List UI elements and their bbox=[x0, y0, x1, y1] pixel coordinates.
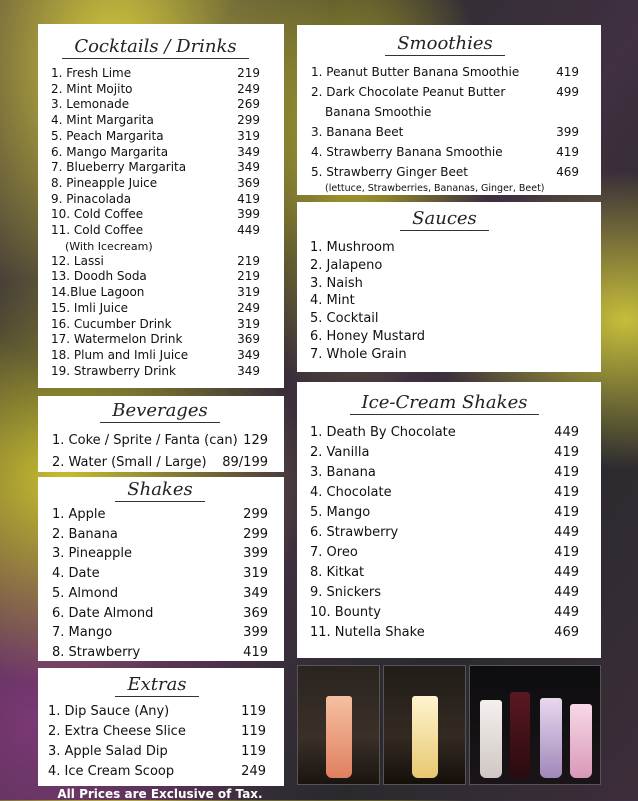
menu-item-name: 6. Honey Mustard bbox=[310, 328, 425, 344]
beverages-heading: Beverages bbox=[52, 400, 268, 423]
menu-item-row bbox=[310, 346, 579, 364]
menu-item-price: 319 bbox=[237, 316, 260, 331]
menu-item-row bbox=[52, 544, 268, 564]
menu-item-name: 9. Pinacolada bbox=[51, 191, 132, 206]
menu-item-name: 4. Chocolate bbox=[310, 485, 392, 500]
menu-item-price: 219 bbox=[237, 66, 260, 80]
menu-item-price: 299 bbox=[237, 113, 260, 128]
menu-item-name: 5. Strawberry Ginger Beet bbox=[311, 165, 468, 179]
icecream-shakes-panel bbox=[297, 382, 601, 658]
menu-item-row bbox=[310, 423, 579, 443]
menu-item-name: 8. Pineapple Juice bbox=[51, 175, 158, 190]
menu-item-price: 399 bbox=[243, 625, 268, 641]
menu-item-name: 4. Mint Margarita bbox=[51, 113, 154, 128]
menu-item-price: 89/199 bbox=[222, 455, 268, 470]
extras-list bbox=[48, 702, 266, 782]
menu-item-row bbox=[310, 275, 579, 293]
menu-item-name: 1. Fresh Lime bbox=[51, 66, 132, 80]
menu-item-price: 349 bbox=[237, 347, 260, 362]
menu-item-name: 2. Jalapeno bbox=[310, 257, 383, 273]
menu-item-name: 4. Date bbox=[52, 566, 100, 582]
menu-item-row bbox=[311, 62, 579, 82]
menu-item-name: 2. Water (Small / Large) bbox=[52, 455, 207, 470]
menu-item-row bbox=[52, 623, 268, 643]
menu-item-price: 399 bbox=[237, 207, 260, 222]
menu-item-price: 419 bbox=[237, 191, 260, 206]
menu-item-row bbox=[51, 348, 260, 364]
menu-item-row bbox=[51, 207, 260, 223]
shakes-list bbox=[52, 505, 268, 663]
menu-item-price: 349 bbox=[237, 144, 260, 159]
cocktails-panel bbox=[38, 24, 284, 388]
shakes-heading: Shakes bbox=[52, 479, 268, 502]
beverages-list bbox=[52, 430, 268, 474]
menu-item-row bbox=[310, 292, 579, 310]
menu-item-name: 6. Strawberry bbox=[310, 525, 399, 540]
smoothies-list bbox=[311, 62, 579, 195]
menu-item-row bbox=[51, 269, 260, 285]
menu-item-row bbox=[51, 113, 260, 129]
menu-item-price: 299 bbox=[243, 507, 268, 522]
menu-item-name: 2. Extra Cheese Slice bbox=[48, 724, 186, 739]
menu-item-price: 349 bbox=[237, 363, 260, 378]
menu-item-name: 5. Cocktail bbox=[310, 311, 379, 327]
menu-item-name: 7. Blueberry Margarita bbox=[51, 160, 187, 175]
menu-item-price: 369 bbox=[237, 332, 260, 347]
menu-item-name: 5. Mango bbox=[310, 505, 371, 520]
menu-item-row bbox=[310, 503, 579, 523]
menu-item-name: 4. Strawberry Banana Smoothie bbox=[311, 145, 503, 159]
menu-item-row bbox=[48, 722, 266, 742]
menu-item-row bbox=[48, 762, 266, 782]
shakes-panel bbox=[38, 477, 284, 661]
menu-item-row bbox=[310, 483, 579, 503]
menu-item-name: 8. Strawberry bbox=[52, 644, 141, 660]
menu-item-row bbox=[52, 430, 268, 452]
tax-footer-note: All Prices are Exclusive of Tax. bbox=[57, 787, 263, 801]
menu-item-row bbox=[51, 160, 260, 176]
shake-photo-icon bbox=[297, 665, 380, 785]
menu-item-price: 249 bbox=[237, 81, 260, 96]
menu-item-row bbox=[51, 176, 260, 192]
menu-item-row bbox=[51, 285, 260, 301]
menu-item-row bbox=[310, 310, 579, 328]
menu-item-row bbox=[51, 145, 260, 161]
menu-item-name: 1. Peanut Butter Banana Smoothie bbox=[311, 65, 520, 79]
menu-item-price: 369 bbox=[243, 605, 268, 621]
menu-item-row bbox=[51, 332, 260, 348]
menu-item-price: 449 bbox=[554, 585, 579, 600]
menu-item-name: 1. Apple bbox=[52, 507, 106, 522]
shake-photo-icon bbox=[383, 665, 466, 785]
menu-item-name: 17. Watermelon Drink bbox=[51, 332, 183, 347]
menu-item-row bbox=[52, 604, 268, 624]
menu-item-row bbox=[51, 317, 260, 333]
menu-item-row bbox=[310, 583, 579, 603]
menu-item-name: 4. Mint bbox=[310, 293, 355, 309]
menu-item-price: 399 bbox=[556, 125, 579, 139]
menu-item-note: (lettuce, Strawberries, Bananas, Ginger, Beet) bbox=[325, 183, 545, 194]
menu-item-price: 399 bbox=[243, 546, 268, 562]
menu-item-name: 3. Pineapple bbox=[52, 546, 133, 562]
menu-item-name: 11. Cold Coffee bbox=[51, 223, 144, 238]
menu-item-name: 1. Coke / Sprite / Fanta (can) bbox=[52, 433, 238, 448]
menu-item-price: 419 bbox=[554, 445, 579, 460]
menu-item-name: 13. Doodh Soda bbox=[51, 269, 147, 284]
menu-item-price: 119 bbox=[241, 744, 266, 759]
menu-item-price: 349 bbox=[243, 585, 268, 601]
menu-item-price: 129 bbox=[243, 433, 268, 448]
menu-item-price: 419 bbox=[554, 465, 579, 480]
menu-item-name: 18. Plum and Imli Juice bbox=[51, 347, 189, 362]
menu-item-price: 319 bbox=[237, 128, 260, 143]
glass-icon bbox=[540, 698, 562, 778]
menu-item-name: 5. Almond bbox=[52, 585, 119, 601]
menu-item-row bbox=[51, 192, 260, 208]
menu-item-name: 1. Death By Chocolate bbox=[310, 425, 456, 440]
menu-item-row bbox=[52, 584, 268, 604]
menu-item-price: 249 bbox=[241, 764, 266, 779]
menu-item-price: 349 bbox=[237, 160, 260, 175]
menu-item-row bbox=[51, 223, 260, 239]
menu-item-row bbox=[310, 463, 579, 483]
menu-item-price: 419 bbox=[554, 485, 579, 500]
menu-item-name: 2. Dark Chocolate Peanut Butter bbox=[311, 85, 506, 99]
menu-item-row bbox=[51, 301, 260, 317]
menu-item-row bbox=[310, 603, 579, 623]
menu-item-row bbox=[310, 257, 579, 275]
menu-item-name: 4. Ice Cream Scoop bbox=[48, 764, 175, 779]
menu-item-row bbox=[311, 142, 579, 162]
menu-item-price: 299 bbox=[243, 526, 268, 542]
menu-item-row bbox=[311, 82, 579, 102]
menu-item-row bbox=[52, 643, 268, 663]
glass-icon bbox=[510, 692, 530, 778]
extras-panel bbox=[38, 668, 284, 786]
menu-item-name: 3. Lemonade bbox=[51, 97, 130, 112]
menu-item-price: 219 bbox=[237, 269, 260, 284]
menu-item-price: 449 bbox=[554, 525, 579, 540]
menu-item-row bbox=[48, 702, 266, 722]
photo-strip bbox=[297, 665, 601, 785]
menu-item-row bbox=[52, 525, 268, 545]
menu-item-row bbox=[51, 82, 260, 98]
menu-item-row bbox=[310, 443, 579, 463]
menu-item-price: 319 bbox=[237, 285, 260, 300]
menu-item-price: 369 bbox=[237, 175, 260, 190]
menu-item-row bbox=[51, 66, 260, 82]
menu-item-row bbox=[310, 328, 579, 346]
glass-icon bbox=[480, 700, 502, 778]
menu-item-row bbox=[48, 742, 266, 762]
menu-item-row bbox=[52, 564, 268, 584]
menu-item-name-continued: Banana Smoothie bbox=[325, 105, 432, 119]
menu-item-price: 449 bbox=[554, 605, 579, 620]
menu-item-name: 16. Cucumber Drink bbox=[51, 316, 172, 331]
glass-icon bbox=[412, 696, 438, 778]
menu-item-name: 14.Blue Lagoon bbox=[51, 285, 145, 300]
menu-item-name: 10. Cold Coffee bbox=[51, 207, 144, 222]
menu-item-price: 119 bbox=[241, 724, 266, 739]
menu-item-name: 3. Banana Beet bbox=[311, 125, 404, 139]
menu-item-name: 19. Strawberry Drink bbox=[51, 363, 176, 378]
menu-item-price: 419 bbox=[243, 644, 268, 660]
menu-item-name: 7. Whole Grain bbox=[310, 346, 407, 362]
menu-item-price: 469 bbox=[554, 625, 579, 640]
menu-item-name: 5. Peach Margarita bbox=[51, 128, 164, 143]
menu-item-price: 419 bbox=[554, 545, 579, 560]
menu-item-price: 249 bbox=[237, 300, 260, 315]
sauces-heading: Sauces bbox=[310, 208, 579, 231]
menu-item-price: 419 bbox=[554, 505, 579, 520]
menu-item-name: 10. Bounty bbox=[310, 605, 381, 620]
menu-item-name: 6. Mango Margarita bbox=[51, 144, 169, 159]
menu-item-row bbox=[310, 543, 579, 563]
menu-item-row bbox=[52, 452, 268, 474]
menu-item-name: 3. Apple Salad Dip bbox=[48, 744, 168, 759]
menu-item-price: 419 bbox=[556, 145, 579, 159]
menu-item-price: 319 bbox=[243, 566, 268, 582]
cocktails-heading: Cocktails / Drinks bbox=[51, 36, 260, 59]
glass-icon bbox=[326, 696, 352, 778]
menu-item-name: 2. Banana bbox=[52, 526, 118, 542]
menu-item-name: 9. Snickers bbox=[310, 585, 381, 600]
menu-item-row bbox=[51, 254, 260, 270]
menu-item-name: 8. Kitkat bbox=[310, 565, 365, 580]
menu-item-name: 6. Date Almond bbox=[52, 605, 154, 621]
milkshake-glasses-photo-icon bbox=[469, 665, 601, 785]
smoothies-heading: Smoothies bbox=[311, 33, 579, 56]
icecream-shakes-heading: Ice-Cream Shakes bbox=[310, 392, 579, 415]
menu-item-note: (With Icecream) bbox=[65, 239, 153, 253]
menu-item-name: 12. Lassi bbox=[51, 253, 104, 268]
icecream-shakes-list bbox=[310, 423, 579, 643]
menu-item-name: 1. Dip Sauce (Any) bbox=[48, 704, 170, 719]
sauces-list bbox=[310, 239, 579, 364]
menu-item-price: 119 bbox=[241, 704, 266, 719]
menu-item-name: 3. Banana bbox=[310, 465, 376, 480]
menu-item-name: 11. Nutella Shake bbox=[310, 625, 425, 640]
menu-item-row bbox=[51, 97, 260, 113]
menu-item-price: 469 bbox=[556, 165, 579, 179]
menu-item-row bbox=[310, 623, 579, 643]
beverages-panel bbox=[38, 396, 284, 472]
menu-item-price: 449 bbox=[554, 565, 579, 580]
menu-item-price: 449 bbox=[554, 425, 579, 440]
menu-item-row bbox=[51, 364, 260, 380]
menu-item-row bbox=[51, 129, 260, 145]
menu-item-name: 15. Imli Juice bbox=[51, 300, 129, 315]
menu-item-price: 449 bbox=[237, 223, 260, 238]
menu-item-name: 7. Mango bbox=[52, 625, 113, 641]
menu-item-name: 2. Vanilla bbox=[310, 445, 370, 460]
sauces-panel bbox=[297, 202, 601, 372]
glass-icon bbox=[570, 704, 592, 778]
menu-item-row bbox=[311, 162, 579, 182]
menu-item-name: 2. Mint Mojito bbox=[51, 81, 133, 96]
menu-item-price: 419 bbox=[556, 65, 579, 79]
menu-item-name: 7. Oreo bbox=[310, 545, 358, 560]
menu-item-row bbox=[310, 563, 579, 583]
menu-item-row bbox=[310, 239, 579, 257]
cocktails-list bbox=[51, 66, 260, 379]
menu-item-row bbox=[52, 505, 268, 525]
smoothies-panel bbox=[297, 25, 601, 195]
extras-heading: Extras bbox=[48, 674, 266, 697]
menu-item-price: 219 bbox=[237, 253, 260, 268]
menu-item-price: 269 bbox=[237, 97, 260, 112]
menu-item-price: 499 bbox=[556, 85, 579, 99]
menu-item-row bbox=[310, 523, 579, 543]
menu-item-name: 1. Mushroom bbox=[310, 240, 395, 255]
menu-item-name: 3. Naish bbox=[310, 275, 363, 291]
menu-item-row bbox=[311, 122, 579, 142]
